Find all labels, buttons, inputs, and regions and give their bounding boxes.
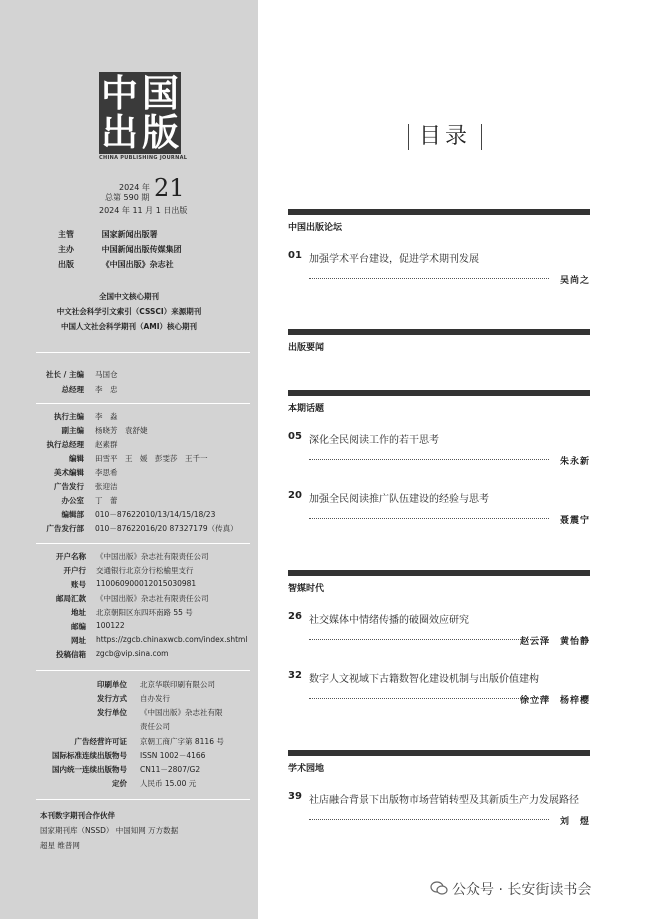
partners-line: 国家期刊库（NSSD） 中国知网 万方数据 [40, 826, 179, 835]
section-rule [288, 390, 590, 396]
logo-char: 出 [101, 110, 138, 154]
divider [36, 403, 250, 404]
logo-char: 中 [101, 71, 138, 115]
total-issue: 总第 590 期 [105, 193, 150, 202]
journal-english-name: CHINA PUBLISHING JOURNAL [99, 155, 188, 161]
section-header: 本期话题 [288, 390, 590, 414]
publish-date: 2024 年 11 月 1 日出版 [99, 206, 188, 215]
section-rule [288, 570, 590, 576]
divider [36, 799, 250, 800]
section-rule [288, 750, 590, 756]
leader-dots [309, 518, 549, 519]
core-index: 中文社会科学引文索引（CSSCI）来源期刊 [56, 307, 202, 316]
sponsor-row: 主办 中国新闻出版传媒集团 [58, 245, 182, 254]
leader-dots [309, 819, 549, 820]
logo-char: 国 [142, 71, 179, 115]
divider [36, 670, 250, 671]
section-rule [288, 209, 590, 215]
section-header: 智媒时代 [288, 570, 590, 594]
leader-dots [309, 459, 549, 460]
divider [36, 352, 250, 353]
toc-panel: 目录 中国出版论坛 01 加强学术平台建设，促进学术期刊发展 吴尚之 出版要闻 本期话题 05 深化全民阅读工作的若干思考 朱永新 20 加强全民阅读推广队伍建设的经验与思考 聂震宁 智媒时代 26 社交媒体中情绪传播的破圈效应研究 赵云泽 黄怡静 32 数字人文视域下古籍数智化建设机制与出版价值建构 徐立萍 杨梓樱 学术园地 39 社店融合背景下出版物市场营销转型及其新质生产力发展路径 刘 煜 [258, 0, 660, 919]
title-bar [408, 124, 409, 150]
sponsor-row: 出版 《中国出版》杂志社 [58, 260, 174, 269]
issue-number: 21 [154, 174, 185, 202]
section-header: 学术园地 [288, 750, 590, 774]
section-header: 出版要闻 [288, 329, 590, 353]
masthead-panel: 中 国 出 版 CHINA PUBLISHING JOURNAL 2024 年 21 总第 590 期 2024 年 11 月 1 日出版 主管 国家新闻出版署 主办 中国新闻出版传媒集团 出版 《中国出版》杂志社 全国中文核心期刊 中文社会科学引文索引（CSSCI）来源期刊 中国人文社会科学期刊（AMI）核心期刊 社长 / 主编 马国仓 总经理 李 忠 执行主编 李 淼 副主编 杨晓芳 袁舒婕 执行总经理 赵素群 编辑 田雪平 王 媛 彭雯莎 王千一 美术编辑 李思希 广告发行 张迎洁 办公室 丁 蕾 编辑部 010－87622010/13/14/15/18/23 广告发行部 010－87622016/20 87327179（传真） 开户名称 《中国出版》杂志社有限责任公司 开户行 交通银行北京分行松榆里支行 账号 110060900012015030981 邮局汇款 《中国出版》杂志社有限责任公司 地址 北京朝阳区东四环南路 55 号 邮编 100122 网址 https://zgcb.chinaxwcb.com/index.shtml 投稿信箱 zgcb@vip.sina.com 印刷单位 北京华联印刷有限公司 发行方式 自办发行 发行单位 《中国出版》杂志社有限 责任公司 广告经营许可证 京朝工商广字第 8116 号 国际标准连续出版物号 ISSN 1002－4166 国内统一连续出版物号 CN11－2807/G2 定价 人民币 15.00 元 本刊数字期刊合作伙伴 国家期刊库（NSSD） 中国知网 万方数据 超星 维普网 [0, 0, 258, 919]
leader-dots [309, 639, 549, 640]
leader-dots [309, 278, 549, 279]
leader-dots [309, 698, 549, 699]
logo-char: 版 [142, 110, 179, 154]
core-index: 中国人文社会科学期刊（AMI）核心期刊 [60, 322, 198, 331]
wechat-icon [430, 881, 448, 895]
sponsor-row: 主管 国家新闻出版署 [58, 230, 158, 239]
divider [36, 543, 250, 544]
section-rule [288, 329, 590, 335]
section-header: 中国出版论坛 [288, 209, 590, 233]
toc-title: 目录 [398, 119, 492, 150]
journal-logo [99, 72, 181, 154]
issue-year: 2024 年 [119, 183, 150, 192]
title-bar [481, 124, 482, 150]
partners-line: 超星 维普网 [40, 841, 80, 850]
watermark-text: 公众号 · 长安街读书会 [452, 882, 592, 898]
core-index: 全国中文核心期刊 [99, 292, 159, 301]
partners-title: 本刊数字期刊合作伙伴 [40, 811, 115, 820]
